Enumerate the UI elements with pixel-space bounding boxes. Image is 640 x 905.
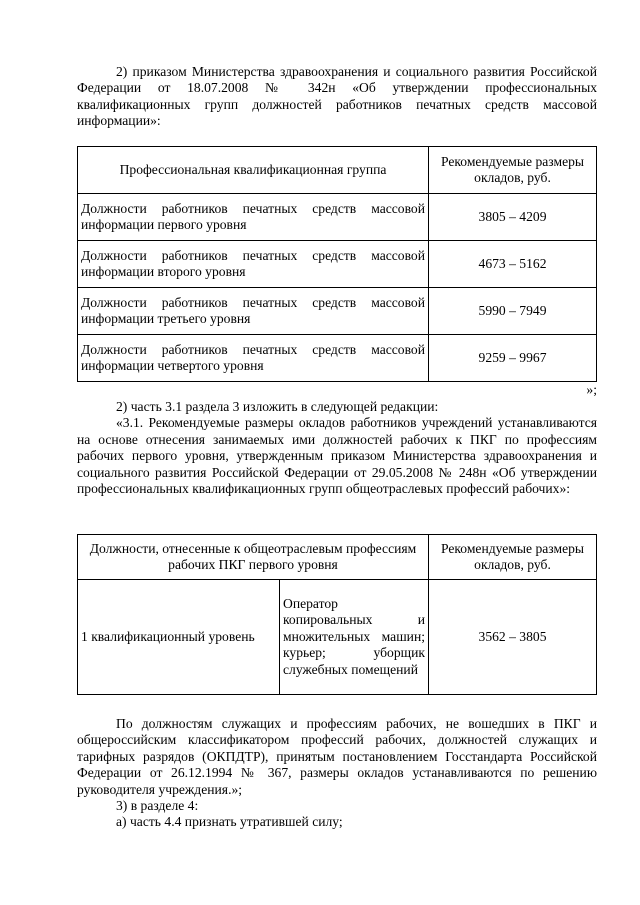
section-3	[77, 716, 597, 831]
table-row	[78, 241, 597, 288]
group-cell: Должности работников печатных средств массовой информации первого уровня	[78, 194, 429, 241]
header-salary: Рекомендуемые размеры окладов, руб.	[429, 535, 597, 580]
salary-cell: 3805 – 4209	[429, 194, 597, 241]
section-3-item: а) часть 4.4 признать утратившей силу;	[116, 814, 343, 830]
header-group: Профессиональная квалификационная группа	[78, 147, 429, 194]
positions-cell: Оператор копировальных и множительных машин; курьер; уборщик служебных помещений	[280, 580, 429, 695]
table-row	[78, 288, 597, 335]
header-positions: Должности, отнесенные к общеотраслевым профессиям рабочих ПКГ первого уровня	[78, 535, 429, 580]
closing-quote: »;	[586, 382, 597, 397]
section-2-paragraph: «3.1. Рекомендуемые размеры окладов работников учреждений устанавливаются на основе отнесения занимаемых ими должностей рабочих к ПКГ по профессиям рабочих первого уровня, утвержденным приказом Министерства здравоохранения и социального развития Российской Федерации от 29.05.2008 № 248н «Об утверждении профессиональных квалификационных групп общеотраслевых профессий рабочих»:	[77, 415, 597, 497]
group-cell: Должности работников печатных средств массовой информации третьего уровня	[78, 288, 429, 335]
salary-table-media	[77, 146, 597, 382]
salary-cell: 5990 – 7949	[429, 288, 597, 335]
table-header-row	[78, 535, 597, 580]
salary-cell: 4673 – 5162	[429, 241, 597, 288]
table-row	[78, 194, 597, 241]
section-3-paragraph: По должностям служащих и профессиям рабочих, не вошедших в ПКГ и общероссийским классификатором профессий рабочих, должностей служащих и тарифных разрядов (ОКПДТР), принятым постановлением Госстандарта Российской Федерации от 26.12.1994 № 367, размеры окладов устанавливаются по решению руководителя учреждения.»;	[77, 716, 597, 797]
intro-paragraph: 2) приказом Министерства здравоохранения и социального развития Российской Федерации от 18.07.2008 № 342н «Об утверждении профессиональных квалификационных групп должностей работников печатных средств массовой информации»:	[77, 64, 597, 129]
salary-cell: 9259 – 9967	[429, 335, 597, 382]
group-cell: Должности работников печатных средств массовой информации четвертого уровня	[78, 335, 429, 382]
salary-table-workers	[77, 534, 597, 695]
table-row	[78, 335, 597, 382]
group-cell: Должности работников печатных средств массовой информации второго уровня	[78, 241, 429, 288]
level-cell: 1 квалификационный уровень	[78, 580, 280, 695]
table-header-row	[78, 147, 597, 194]
salary-cell: 3562 – 3805	[429, 580, 597, 695]
header-salary: Рекомендуемые размеры окладов, руб.	[429, 147, 597, 194]
table-row	[78, 580, 597, 695]
section-3-heading: 3) в разделе 4:	[116, 798, 199, 814]
section-2-heading: 2) часть 3.1 раздела 3 изложить в следующей редакции:	[116, 399, 439, 414]
section-2	[77, 399, 597, 497]
